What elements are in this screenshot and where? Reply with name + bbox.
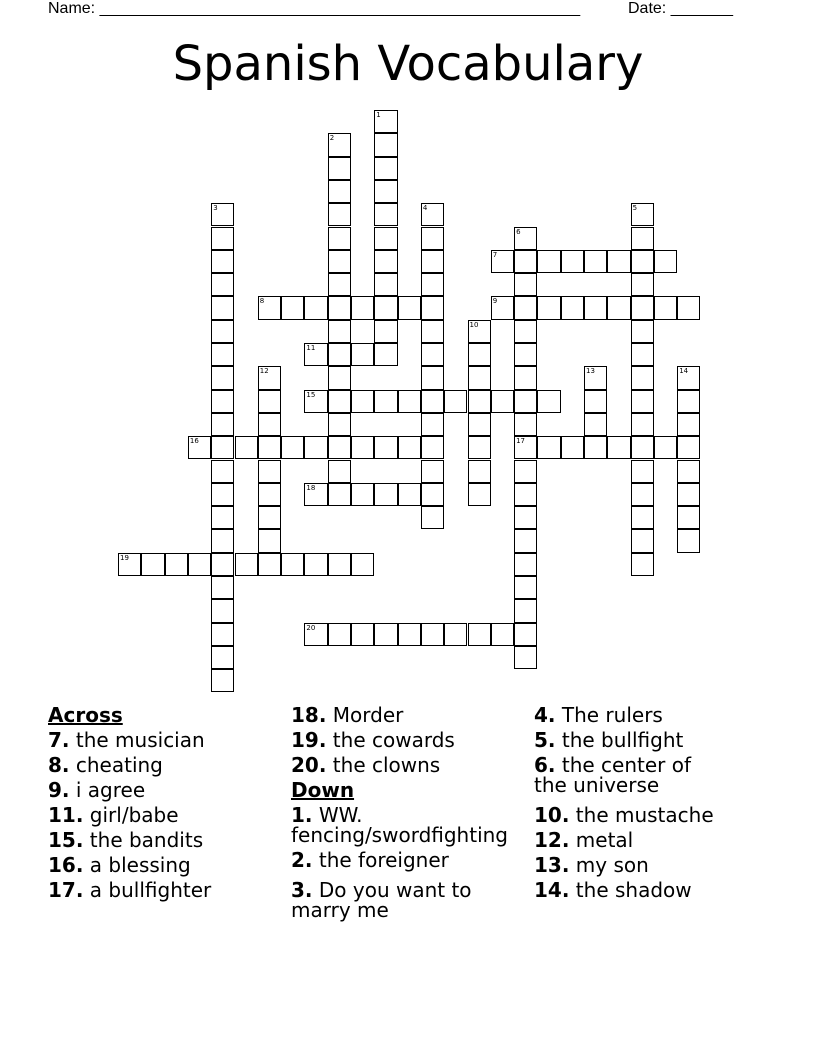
grid-clue-number: 3 <box>213 204 218 213</box>
grid-cell <box>328 436 351 459</box>
grid-cell <box>374 133 397 156</box>
grid-cell <box>514 296 537 319</box>
clue-text: fencing/swordfighting <box>291 823 509 847</box>
grid-cell <box>374 296 397 319</box>
grid-cell <box>514 273 537 296</box>
grid-cell <box>677 483 700 506</box>
clue-number: 17. <box>48 878 84 902</box>
grid-cell <box>514 646 537 669</box>
clue-text: the musician <box>75 728 205 752</box>
grid-cell <box>328 460 351 483</box>
grid-cell <box>351 483 374 506</box>
grid-cell <box>165 553 188 576</box>
clue-down-6-cont <box>534 773 779 798</box>
grid-cell <box>584 296 607 319</box>
clue-number: 8. <box>48 753 70 777</box>
grid-cell <box>677 460 700 483</box>
grid-cell <box>514 483 537 506</box>
grid-cell <box>631 413 654 436</box>
grid-cell <box>211 366 234 389</box>
grid-cell <box>631 529 654 552</box>
grid-cell <box>421 390 444 413</box>
clue-text: Morder <box>332 703 404 727</box>
grid-cell <box>211 599 234 622</box>
grid-cell <box>421 623 444 646</box>
clue-text: the universe <box>534 773 660 797</box>
clue-number: 15. <box>48 828 84 852</box>
grid-cell <box>211 576 234 599</box>
clue-text: the bullfight <box>561 728 684 752</box>
clue-down-12 <box>534 828 779 853</box>
grid-cell <box>421 506 444 529</box>
grid-cell <box>328 180 351 203</box>
clue-number: 2. <box>291 848 313 872</box>
grid-cell <box>374 390 397 413</box>
grid-cell <box>468 413 491 436</box>
grid-cell <box>444 390 467 413</box>
grid-cell <box>537 250 560 273</box>
clue-across-20 <box>291 753 536 778</box>
grid-cell <box>514 599 537 622</box>
grid-cell <box>607 250 630 273</box>
grid-cell <box>188 553 211 576</box>
grid-cell <box>421 320 444 343</box>
grid-cell <box>421 227 444 250</box>
grid-cell <box>631 320 654 343</box>
grid-cell <box>631 343 654 366</box>
clue-text: the bandits <box>89 828 204 852</box>
grid-cell <box>211 250 234 273</box>
clues-column-2 <box>291 703 536 923</box>
down-heading: Down <box>291 778 355 802</box>
grid-cell <box>514 529 537 552</box>
grid-cell <box>468 343 491 366</box>
grid-cell <box>374 273 397 296</box>
grid-cell <box>211 227 234 250</box>
grid-cell <box>631 273 654 296</box>
clue-number: 11. <box>48 803 84 827</box>
grid-cell <box>421 483 444 506</box>
grid-cell <box>491 390 514 413</box>
grid-cell <box>514 553 537 576</box>
clue-across-8 <box>48 753 293 778</box>
grid-cell <box>421 460 444 483</box>
grid-cell <box>211 529 234 552</box>
grid-cell <box>328 366 351 389</box>
grid-cell <box>374 227 397 250</box>
grid-cell <box>258 506 281 529</box>
grid-cell <box>537 296 560 319</box>
grid-clue-number: 16 <box>189 437 199 446</box>
grid-cell <box>468 436 491 459</box>
grid-cell <box>211 390 234 413</box>
grid-cell <box>421 296 444 319</box>
clue-across-17 <box>48 878 293 903</box>
grid-clue-number: 4 <box>422 204 428 213</box>
grid-clue-number: 7 <box>492 250 498 259</box>
grid-cell <box>351 553 374 576</box>
grid-cell <box>374 157 397 180</box>
grid-clue-number: 2 <box>329 134 335 143</box>
grid-cell <box>351 390 374 413</box>
grid-clue-number: 13 <box>586 367 595 376</box>
grid-cell <box>514 343 537 366</box>
grid-cell <box>374 436 397 459</box>
grid-cell <box>258 529 281 552</box>
clue-number: 6. <box>534 753 556 777</box>
grid-cell <box>468 623 491 646</box>
grid-cell <box>211 483 234 506</box>
grid-cell <box>514 250 537 273</box>
grid-cell <box>351 296 374 319</box>
grid-cell <box>374 343 397 366</box>
clue-text: a blessing <box>89 853 191 877</box>
clue-text: cheating <box>75 753 163 777</box>
grid-cell <box>258 413 281 436</box>
grid-cell <box>211 343 234 366</box>
clue-across-11 <box>48 803 293 828</box>
grid-cell <box>584 413 607 436</box>
grid-cell <box>328 413 351 436</box>
clue-across-18 <box>291 703 536 728</box>
clue-number: 3. <box>291 878 313 902</box>
grid-cell <box>654 296 677 319</box>
grid-cell <box>631 483 654 506</box>
grid-cell <box>537 436 560 459</box>
clue-text: the mustache <box>575 803 714 827</box>
date-field-label: Date: _______ <box>628 0 733 17</box>
grid-cell <box>211 320 234 343</box>
grid-clue-number: 17 <box>516 437 526 446</box>
clue-down-2 <box>291 848 536 873</box>
grid-cell <box>514 576 537 599</box>
clue-across-15 <box>48 828 293 853</box>
grid-cell <box>584 250 607 273</box>
grid-clue-number: 12 <box>259 367 269 376</box>
clue-number: 5. <box>534 728 556 752</box>
clue-number: 12. <box>534 828 570 852</box>
grid-cell <box>631 296 654 319</box>
grid-cell <box>211 646 234 669</box>
grid-cell <box>235 553 258 576</box>
grid-cell <box>374 623 397 646</box>
clue-text: i agree <box>75 778 146 802</box>
grid-cell <box>421 343 444 366</box>
grid-cell <box>584 436 607 459</box>
grid-cell <box>328 320 351 343</box>
grid-cell <box>631 250 654 273</box>
clue-down-14 <box>534 878 779 903</box>
grid-cell <box>141 553 164 576</box>
grid-cell <box>607 436 630 459</box>
clue-number: 1. <box>291 803 313 827</box>
grid-cell <box>631 436 654 459</box>
grid-cell <box>328 157 351 180</box>
clue-number: 16. <box>48 853 84 877</box>
grid-cell <box>328 390 351 413</box>
grid-cell <box>328 296 351 319</box>
clue-text: the clowns <box>332 753 441 777</box>
clue-number: 13. <box>534 853 570 877</box>
grid-cell <box>351 436 374 459</box>
grid-cell <box>328 203 351 226</box>
grid-cell <box>328 250 351 273</box>
grid-cell <box>351 343 374 366</box>
clue-across-7 <box>48 728 293 753</box>
grid-cell <box>468 390 491 413</box>
clue-number: 18. <box>291 703 327 727</box>
grid-cell <box>398 623 421 646</box>
clues-column-3 <box>534 703 779 903</box>
grid-cell <box>374 250 397 273</box>
grid-cell <box>281 553 304 576</box>
grid-cell <box>561 436 584 459</box>
clue-number: 7. <box>48 728 70 752</box>
grid-cell <box>654 436 677 459</box>
grid-cell <box>211 413 234 436</box>
grid-clue-number: 6 <box>516 227 521 236</box>
grid-cell <box>281 436 304 459</box>
grid-cell <box>421 436 444 459</box>
clue-across-16 <box>48 853 293 878</box>
grid-cell <box>468 366 491 389</box>
across-heading: Across <box>48 703 123 727</box>
grid-cell <box>514 390 537 413</box>
grid-cell <box>281 296 304 319</box>
grid-cell <box>258 436 281 459</box>
grid-cell <box>328 343 351 366</box>
name-field-label: Name: ______________________________________________________ <box>48 0 581 17</box>
clues-column-1 <box>48 703 293 903</box>
clue-down-10 <box>534 803 779 828</box>
grid-cell <box>304 296 327 319</box>
grid-cell <box>468 460 491 483</box>
grid-cell <box>235 436 258 459</box>
grid-cell <box>421 273 444 296</box>
grid-clue-number: 8 <box>259 297 265 306</box>
clue-text: a bullfighter <box>89 878 212 902</box>
grid-cell <box>491 623 514 646</box>
grid-cell <box>258 460 281 483</box>
grid-cell <box>444 623 467 646</box>
grid-cell <box>211 669 234 692</box>
grid-cell <box>561 250 584 273</box>
grid-clue-number: 20 <box>306 623 316 632</box>
clue-down-5 <box>534 728 779 753</box>
clue-down-4 <box>534 703 779 728</box>
grid-cell <box>514 460 537 483</box>
grid-cell <box>211 506 234 529</box>
clue-number: 9. <box>48 778 70 802</box>
clue-text: the cowards <box>332 728 455 752</box>
grid-cell <box>328 227 351 250</box>
grid-cell <box>374 203 397 226</box>
grid-cell <box>421 366 444 389</box>
grid-cell <box>677 390 700 413</box>
clue-across-19 <box>291 728 536 753</box>
grid-cell <box>677 436 700 459</box>
grid-clue-number: 18 <box>306 483 316 492</box>
grid-cell <box>677 296 700 319</box>
grid-cell <box>258 483 281 506</box>
clue-text: my son <box>575 853 649 877</box>
grid-cell <box>631 366 654 389</box>
clue-number: 14. <box>534 878 570 902</box>
clue-down-13 <box>534 853 779 878</box>
grid-cell <box>398 296 421 319</box>
grid-cell <box>561 296 584 319</box>
clue-text: the shadow <box>575 878 692 902</box>
grid-cell <box>631 506 654 529</box>
clue-text: girl/babe <box>89 803 179 827</box>
grid-cell <box>211 460 234 483</box>
grid-cell <box>514 320 537 343</box>
grid-cell <box>328 623 351 646</box>
grid-cell <box>468 483 491 506</box>
grid-clue-number: 19 <box>120 553 129 562</box>
grid-cell <box>421 250 444 273</box>
grid-cell <box>631 227 654 250</box>
grid-cell <box>398 483 421 506</box>
grid-cell <box>374 180 397 203</box>
clue-text: the foreigner <box>318 848 449 872</box>
grid-clue-number: 15 <box>306 390 316 399</box>
grid-cell <box>631 390 654 413</box>
grid-cell <box>654 250 677 273</box>
grid-cell <box>584 390 607 413</box>
grid-cell <box>514 506 537 529</box>
grid-cell <box>328 553 351 576</box>
clue-text: the center of <box>561 753 692 777</box>
grid-cell <box>631 553 654 576</box>
clue-down-1-cont <box>291 823 536 848</box>
grid-cell <box>328 273 351 296</box>
grid-cell <box>398 436 421 459</box>
grid-cell <box>258 390 281 413</box>
clue-number: 4. <box>534 703 556 727</box>
grid-cell <box>537 390 560 413</box>
grid-clue-number: 9 <box>492 297 498 306</box>
grid-cell <box>607 296 630 319</box>
grid-cell <box>398 390 421 413</box>
clue-number: 20. <box>291 753 327 777</box>
grid-clue-number: 14 <box>679 367 689 376</box>
clue-down-3-cont <box>291 898 536 923</box>
clue-text: Do you want to <box>318 878 472 902</box>
clue-text: WW. <box>318 803 363 827</box>
clue-text: The rulers <box>561 703 663 727</box>
clue-number: 19. <box>291 728 327 752</box>
grid-cell <box>677 529 700 552</box>
grid-clue-number: 5 <box>632 204 638 213</box>
grid-cell <box>304 553 327 576</box>
clue-text: metal <box>575 828 634 852</box>
grid-cell <box>258 553 281 576</box>
grid-cell <box>328 483 351 506</box>
grid-cell <box>374 320 397 343</box>
grid-cell <box>514 413 537 436</box>
grid-cell <box>211 296 234 319</box>
grid-cell <box>514 366 537 389</box>
grid-cell <box>514 623 537 646</box>
grid-clue-number: 10 <box>469 320 479 329</box>
grid-clue-number: 1 <box>376 111 381 119</box>
grid-cell <box>304 436 327 459</box>
grid-cell <box>351 623 374 646</box>
grid-cell <box>211 553 234 576</box>
grid-cell <box>211 623 234 646</box>
clue-number: 10. <box>534 803 570 827</box>
grid-cell <box>677 506 700 529</box>
page-title: Spanish Vocabulary <box>172 36 644 92</box>
grid-cell <box>211 273 234 296</box>
grid-cell <box>677 413 700 436</box>
grid-cell <box>631 460 654 483</box>
clue-text: marry me <box>291 898 389 922</box>
grid-cell <box>421 413 444 436</box>
clue-across-9 <box>48 778 293 803</box>
grid-cell <box>374 483 397 506</box>
grid-clue-number: 11 <box>306 344 316 352</box>
grid-cell <box>211 436 234 459</box>
